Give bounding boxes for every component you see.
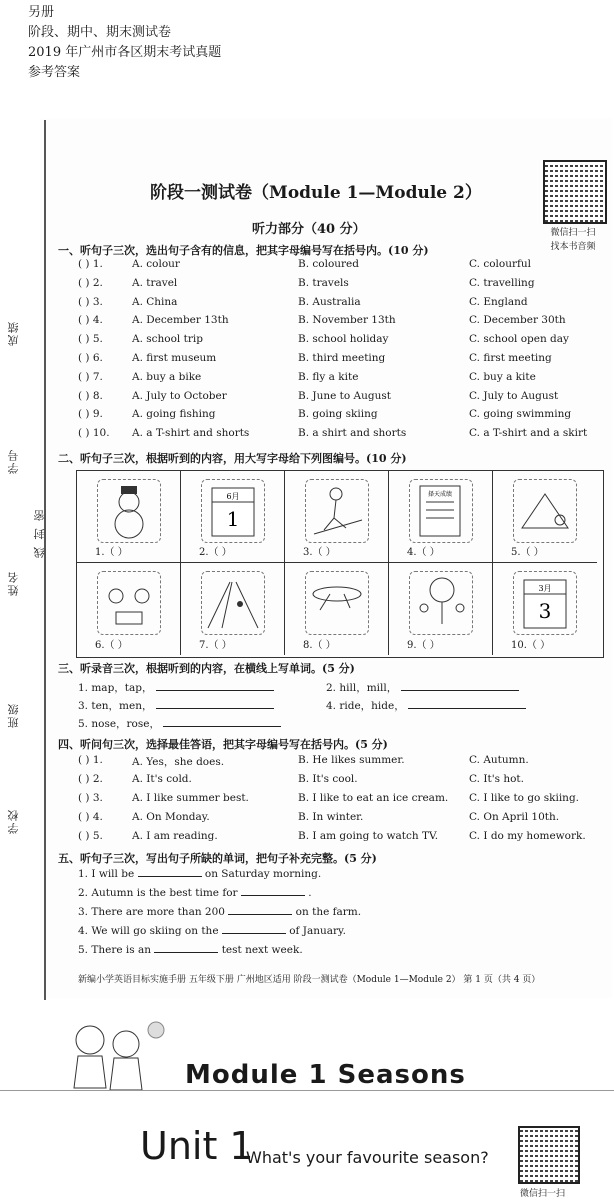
question-number[interactable]: ( ) 2. <box>78 276 103 289</box>
sentence-start: 5. There is an <box>78 944 152 956</box>
picture-4 <box>389 471 493 563</box>
picture-9 <box>389 563 493 655</box>
sentence-end: test next week. <box>221 944 303 956</box>
answer-line[interactable] <box>222 923 286 934</box>
question-number[interactable]: ( ) 3. <box>78 792 103 804</box>
part3-item-1 <box>78 680 274 695</box>
part3-item-2 <box>326 680 519 695</box>
report-paper-title: 择天成绩 <box>427 491 453 498</box>
picture-2 <box>181 471 285 563</box>
option-a: A. It's cold. <box>132 773 192 785</box>
option-a: A. going fishing <box>132 408 216 421</box>
sidebar-name: 姓名 <box>7 570 20 596</box>
part1-question-row <box>62 333 607 351</box>
option-c: C. July to August <box>469 389 559 402</box>
question-number[interactable]: ( ) 9. <box>78 408 103 421</box>
part5-sentence <box>78 942 303 956</box>
calendar-1-day: 1 <box>226 507 240 531</box>
option-b: B. going skiing <box>298 408 378 421</box>
tree-planting-icon <box>409 571 473 635</box>
question-number[interactable]: ( ) 4. <box>78 811 103 823</box>
option-b: B. fly a kite <box>298 370 359 383</box>
option-c: C. first meeting <box>469 352 552 364</box>
question-number[interactable]: ( ) 4. <box>78 314 103 327</box>
question-number[interactable]: ( ) 10. <box>78 427 110 440</box>
part5-sentence <box>78 923 346 937</box>
part3-item-5 <box>78 716 281 731</box>
part3-item-4-text: 4. ride，hide， <box>326 700 405 712</box>
qr-caption <box>538 226 608 254</box>
sidebar-class: 班级 <box>7 702 20 728</box>
header-line-4: 参考答案 <box>28 65 81 80</box>
party-family-icon <box>97 571 161 635</box>
answer-line[interactable] <box>138 866 202 877</box>
option-c: C. England <box>469 295 528 308</box>
part4-question-row <box>62 792 607 810</box>
option-a: A. I am reading. <box>132 830 218 842</box>
part1-question-row <box>62 296 607 314</box>
answer-line[interactable] <box>156 680 274 691</box>
picture-8-label: 8.（ ） <box>303 640 336 651</box>
picture-10-label: 10.（ ） <box>511 640 551 651</box>
airplane-icon <box>305 571 369 635</box>
answer-line[interactable] <box>241 885 305 896</box>
option-b: B. I am going to watch TV. <box>298 830 439 842</box>
part1-question-row <box>62 408 607 426</box>
question-number[interactable]: ( ) 3. <box>78 295 103 308</box>
sentence-start: 2. Autumn is the best time for <box>78 887 238 899</box>
question-number[interactable]: ( ) 6. <box>78 352 103 364</box>
qr-caption-line-1: 微信扫一扫 <box>550 228 596 238</box>
option-c: C. travelling <box>469 276 535 289</box>
module-banner: Module 1 Seasons <box>185 1060 466 1090</box>
question-number[interactable]: ( ) 1. <box>78 258 103 270</box>
option-b: B. third meeting <box>298 352 386 364</box>
page-footer: 新编小学英语目标实施手册 五年级下册 广州地区适用 阶段一测试卷（Module 1—Module 2） 第 1 页（共 4 页） <box>78 975 541 985</box>
option-b: B. Australia <box>298 295 361 308</box>
part1-question-row <box>62 352 607 370</box>
sidebar-number: 学号 <box>7 448 20 474</box>
part5-heading: 五、听句子三次，写出句子所缺的单词，把句子补充完整。(5 分) <box>58 852 377 865</box>
picture-5 <box>493 471 597 563</box>
header-line-3: 2019 年广州市各区期末考试真题 <box>28 45 222 60</box>
option-c: C. going swimming <box>469 408 572 421</box>
part3-item-1-text: 1. map，tap， <box>78 682 153 694</box>
snowman-icon <box>97 479 161 543</box>
part5-sentence <box>78 885 312 899</box>
question-number[interactable]: ( ) 8. <box>78 389 103 402</box>
picture-3 <box>285 471 389 563</box>
question-number[interactable]: ( ) 2. <box>78 773 103 785</box>
part1-question-row <box>62 314 607 332</box>
option-a: A. I like summer best. <box>132 792 249 804</box>
qr-caption-line-2: 找本书音频 <box>550 242 596 252</box>
answer-line[interactable] <box>154 942 218 953</box>
unit-title: What's your favourite season? <box>246 1148 489 1167</box>
picture-6 <box>77 563 181 655</box>
picture-4-label: 4.（ ） <box>407 547 440 558</box>
question-number[interactable]: ( ) 7. <box>78 370 103 383</box>
part1-question-row <box>62 371 607 389</box>
calendar-icon <box>201 479 265 543</box>
question-number[interactable]: ( ) 5. <box>78 333 103 346</box>
question-number[interactable]: ( ) 5. <box>78 830 103 842</box>
sentence-end: on the farm. <box>295 906 362 918</box>
answer-line[interactable] <box>408 698 526 709</box>
sentence-end: . <box>308 887 312 899</box>
kids-illustration-icon <box>60 1018 170 1100</box>
question-number[interactable]: ( ) 1. <box>78 754 103 766</box>
picture-2-label: 2.（ ） <box>199 547 232 558</box>
header-line-2: 阶段、期中、期末测试卷 <box>28 25 172 40</box>
calendar-2-month: 3月 <box>538 584 552 593</box>
answer-line[interactable] <box>156 698 274 709</box>
unit-number: Unit 1 <box>140 1124 254 1168</box>
option-c: C. a T-shirt and a skirt <box>469 427 588 440</box>
page-title: 阶段一测试卷（Module 1—Module 2） <box>150 183 482 203</box>
option-a: A. a T-shirt and shorts <box>132 427 250 440</box>
race-track-icon <box>201 571 265 635</box>
picture-9-label: 9.（ ） <box>407 640 440 651</box>
option-a: A. On Monday. <box>132 811 210 823</box>
part1-question-row <box>62 258 607 276</box>
part3-item-4 <box>326 698 526 713</box>
listening-subtitle: 听力部分（40 分） <box>252 222 366 237</box>
option-a: A. December 13th <box>132 314 229 327</box>
part1-question-row <box>62 390 607 408</box>
sentence-start: 1. I will be <box>78 868 135 880</box>
part2-heading: 二、听句子三次，根据听到的内容，用大写字母给下列图编号。(10 分) <box>58 452 407 465</box>
calendar-icon <box>513 571 577 635</box>
part3-heading: 三、听录音三次，根据听到的内容，在横线上写单词。(5 分) <box>58 662 355 675</box>
picture-8 <box>285 563 389 655</box>
option-b: B. June to August <box>298 389 391 402</box>
option-b: B. He likes summer. <box>298 754 405 766</box>
option-c: C. Autumn. <box>469 754 529 766</box>
picture-3-label: 3.（ ） <box>303 547 336 558</box>
skier-icon <box>305 479 369 543</box>
sentence-end: on Saturday morning. <box>204 868 322 880</box>
part3-item-5-text: 5. nose，rose， <box>78 718 160 730</box>
camping-tent-icon <box>513 479 577 543</box>
picture-6-label: 6.（ ） <box>95 640 128 651</box>
part1-question-row <box>62 277 607 295</box>
option-c: C. school open day <box>469 333 569 346</box>
option-c: C. On April 10th. <box>469 811 560 823</box>
binding-line <box>44 120 46 1000</box>
sentence-start: 3. There are more than 200 <box>78 906 225 918</box>
qr-code-icon[interactable] <box>543 160 607 224</box>
answer-line[interactable] <box>228 904 292 915</box>
sentence-start: 4. We will go skiing on the <box>78 925 219 937</box>
part4-question-row <box>62 811 607 829</box>
sidebar-school: 学校 <box>7 808 20 834</box>
part4-heading: 四、听问句三次，选择最佳答语，把其字母编号写在括号内。(5 分) <box>58 738 388 751</box>
option-c: C. It's hot. <box>469 773 524 785</box>
option-b: B. It's cool. <box>298 773 358 785</box>
part4-question-row <box>62 754 607 772</box>
header-line-1: 另册 <box>28 5 55 20</box>
part3-item-3-text: 3. ten，men， <box>78 700 153 712</box>
option-a: A. travel <box>132 276 178 289</box>
option-b: B. I like to eat an ice cream. <box>298 792 449 804</box>
option-c: C. colourful <box>469 258 532 270</box>
option-c: C. I do my homework. <box>469 830 586 842</box>
calendar-2-day: 3 <box>538 599 552 623</box>
qr-code-icon[interactable] <box>518 1126 580 1184</box>
picture-10 <box>493 563 597 655</box>
picture-grid <box>76 470 604 658</box>
option-c: C. December 30th <box>469 314 566 327</box>
part5-sentence <box>78 904 361 918</box>
part1-heading: 一、听句子三次，选出句子含有的信息，把其字母编号写在括号内。(10 分) <box>58 244 429 257</box>
picture-1-label: 1.（ ） <box>95 547 128 558</box>
option-a: A. first museum <box>132 352 217 364</box>
option-a: A. buy a bike <box>132 370 202 383</box>
option-a: A. colour <box>132 258 180 270</box>
report-paper-icon <box>409 479 473 543</box>
option-c: C. buy a kite <box>469 370 536 383</box>
option-b: B. coloured <box>298 258 359 270</box>
option-a: A. July to October <box>132 389 227 402</box>
part3-item-2-text: 2. hill，mill， <box>326 682 398 694</box>
option-b: B. In winter. <box>298 811 364 823</box>
picture-5-label: 5.（ ） <box>511 547 544 558</box>
option-b: B. school holiday <box>298 333 389 346</box>
picture-1 <box>77 471 181 563</box>
part3-item-3 <box>78 698 274 713</box>
option-b: B. travels <box>298 276 349 289</box>
sidebar-seal: 线 封 密 <box>33 508 46 558</box>
part1-question-row <box>62 427 607 445</box>
calendar-1-month: 6月 <box>226 492 240 501</box>
part4-question-row <box>62 830 607 848</box>
answer-line[interactable] <box>163 716 281 727</box>
picture-7 <box>181 563 285 655</box>
part4-question-row <box>62 773 607 791</box>
sentence-end: of January. <box>289 925 346 937</box>
bottom-qr-caption: 微信扫一扫 <box>520 1189 566 1199</box>
picture-7-label: 7.（ ） <box>199 640 232 651</box>
sidebar-score: 成绩 <box>7 320 20 346</box>
option-b: B. November 13th <box>298 314 396 327</box>
option-a: A. China <box>132 295 178 308</box>
option-b: B. a shirt and shorts <box>298 427 407 440</box>
option-a: A. school trip <box>132 333 203 346</box>
banner-divider <box>0 1090 614 1091</box>
option-a: A. Yes，she does. <box>132 756 225 768</box>
option-c: C. I like to go skiing. <box>469 792 579 804</box>
part5-sentence <box>78 866 321 880</box>
answer-line[interactable] <box>401 680 519 691</box>
